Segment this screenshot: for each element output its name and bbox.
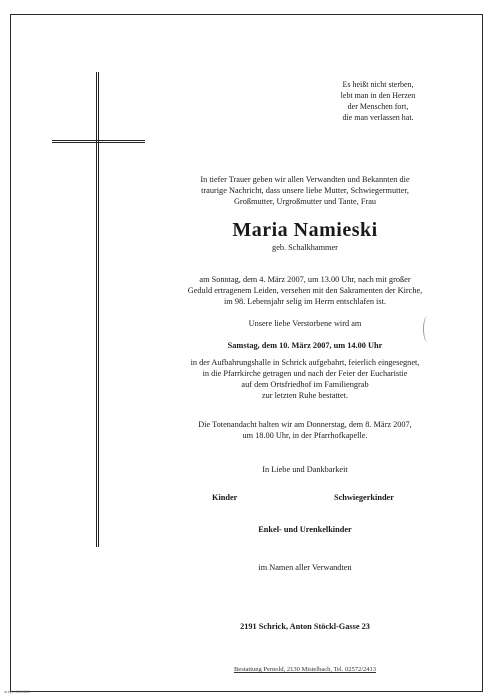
grandchildren-text: Enkel- und Urenkelkinder [258,525,352,534]
mourner-in-laws: Schwiegerkinder [334,493,394,502]
closing-line: In Liebe und Dankbarkeit [262,465,348,474]
closing-text [150,464,460,475]
mourner-grandchildren [150,524,460,535]
prayer-line: Die Totenandacht halten wir am Donnerstag, dem 8. März 2007, [198,420,412,429]
intro-line: Großmutter, Urgroßmutter und Tante, Frau [233,197,377,206]
death-text [150,274,460,307]
quote-line: die man verlassen hat. [342,113,414,122]
funeral-intro [150,318,460,329]
intro-text [150,174,460,207]
intro-line: In tiefer Trauer geben wir allen Verwandten und Bekannten die [200,175,410,184]
funeral-date [150,340,460,351]
funeral-line: auf dem Ortsfriedhof im Familiengrab [241,380,369,389]
address [150,621,460,632]
undertaker-footer: Bestattung Pernold, 2130 Mistelbach, Tel. 02572/2413 [233,666,377,673]
funeral-line: in der Aufbahrungshalle in Schrick aufgebahrt, feierlich eingesegnet, [190,358,420,367]
memorial-quote [318,79,438,123]
prayer-line: um 18.00 Uhr, in der Pfarrhofkapelle. [242,431,368,440]
deceased-name: Maria Namieski [232,219,378,241]
funeral-line: zur letzten Ruhe bestattet. [261,391,349,400]
funeral-details [150,357,460,401]
funeral-line: in die Pfarrkirche getragen und nach der Feier der Eucharistie [202,369,408,378]
death-line: Geduld ertragenem Leiden, versehen mit den Sakramenten der Kirche, [187,286,423,295]
death-line: am Sonntag, dem 4. März 2007, um 13.00 Uhr, nach mit großer [199,275,411,284]
quote-line: Es heißt nicht sterben, [342,80,414,89]
funeral-date-text: Samstag, dem 10. März 2007, um 14.00 Uhr [227,341,383,350]
mourner-children: Kinder [212,493,238,502]
mourner-relatives [150,562,460,573]
intro-line: traurige Nachricht, dass unsere liebe Mutter, Schwiegermutter, [201,186,409,195]
cross-icon-bar [52,140,145,143]
cross-icon [96,72,99,547]
maiden-name [150,242,460,253]
relatives-text: im Namen aller Verwandten [258,563,352,572]
scan-mark [423,316,432,342]
prayer-text [150,419,460,441]
print-code: dr.by.L.068/0318 [4,690,30,694]
quote-line: der Menschen fort, [347,102,409,111]
death-line: im 98. Lebensjahr selig im Herrn entschlafen ist. [224,297,386,306]
quote-line: lebt man in den Herzen [340,91,416,100]
maiden-name-text: geb. Schalkhammer [272,243,338,252]
address-text: 2191 Schrick, Anton Stöckl-Gasse 23 [240,622,370,631]
funeral-intro-text: Unsere liebe Verstorbene wird am [248,319,362,328]
